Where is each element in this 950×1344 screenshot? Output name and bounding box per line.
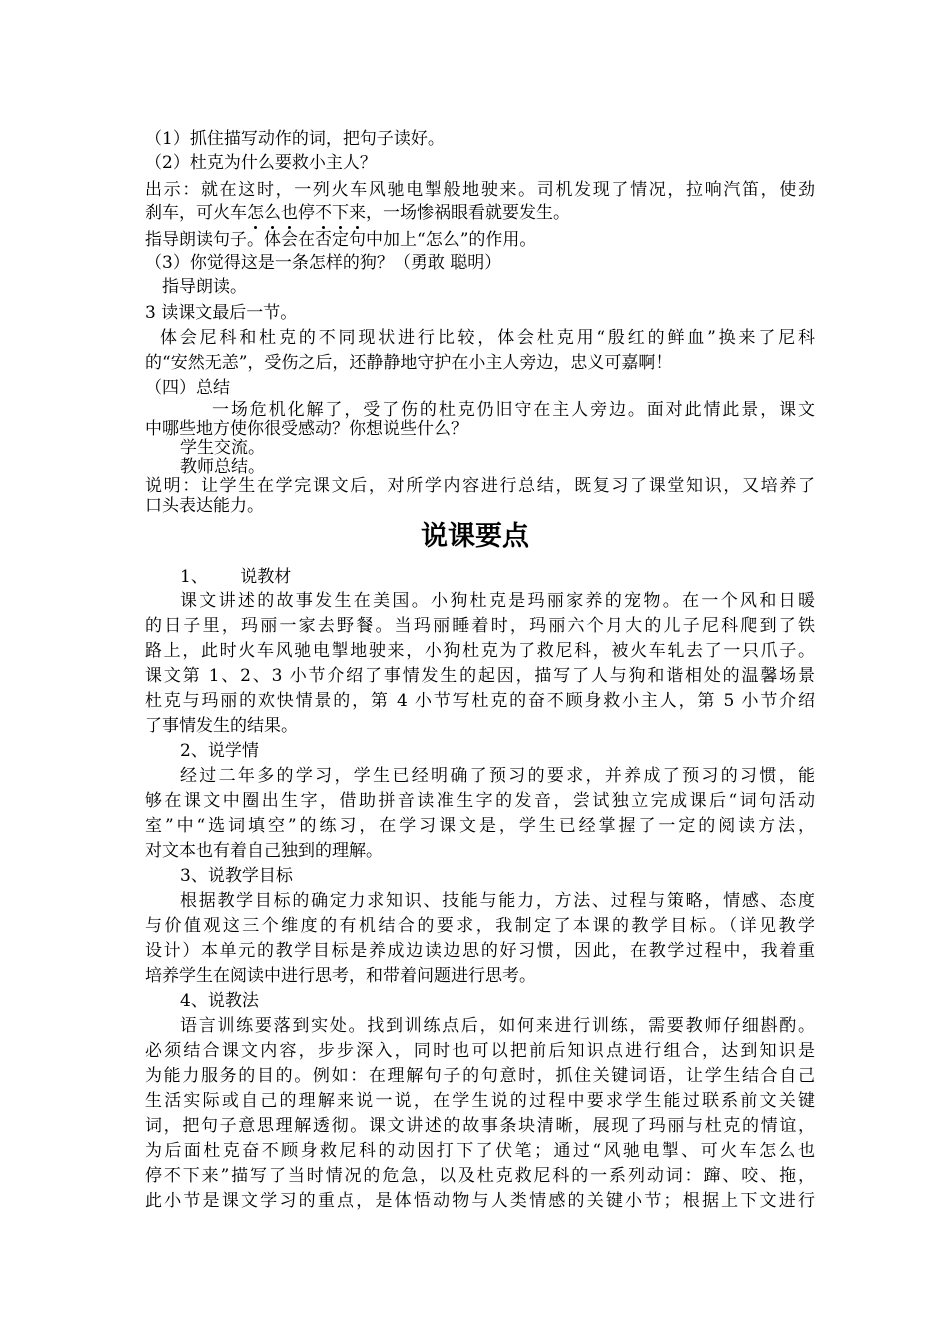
section-heading: 1、 说教材 — [180, 567, 292, 587]
section-heading: 3、说教学目标 — [180, 866, 293, 886]
emphasis-char: 怎 — [247, 203, 264, 223]
note-line: 说明：让学生在学完课文后，对所学内容进行总结，既复习了课堂知识，又培养了 — [145, 476, 815, 496]
section-heading: 2、说学情 — [180, 741, 259, 761]
lesson-line: 指导朗读句子。体会在否定句中加上“怎么”的作用。 — [145, 230, 537, 250]
emphasis-char: 下 — [332, 203, 349, 223]
lesson-line: 教师总结。 — [180, 457, 265, 477]
paragraph-line: 够在课文中圈出生字，借助拼音读准生字的发音，尝试独立完成课后“词句活动 — [145, 791, 815, 811]
emphasis-char: 也 — [281, 203, 298, 223]
lesson-line: 学生交流。 — [180, 438, 265, 458]
paragraph-line: 根据教学目标的确定力求知识、技能与能力，方法、过程与策略，情感、态度 — [180, 891, 815, 911]
lesson-line-emphasis — [145, 202, 815, 224]
section-heading: 4、说教法 — [180, 991, 259, 1011]
paragraph-line: 室”中“选词填空”的练习，在学习课文是，学生已经掌握了一定的阅读方法， — [145, 816, 815, 836]
paragraph-line: 对文本也有着自己独到的理解。 — [145, 841, 383, 861]
paragraph-line: 了事情发生的结果。 — [145, 716, 298, 736]
paragraph-line: 培养学生在阅读中进行思考，和带着问题进行思考。 — [145, 966, 536, 986]
lesson-line: 3 读课文最后一节。 — [145, 303, 298, 323]
paragraph-line: 课文讲述的故事发生在美国。小狗杜克是玛丽家养的宠物。在一个风和日暖 — [180, 591, 815, 611]
paragraph-line: 的日子里，玛丽一家去野餐。当玛丽睡着时，玛丽六个月大的儿子尼科爬到了铁 — [145, 616, 815, 636]
paragraph-line: 词，把句子意思理解透彻。课文讲述的故事条块清晰，展现了玛丽与杜克的情谊， — [145, 1116, 815, 1136]
paragraph-line: 与价值观这三个维度的有机结合的要求，我制定了本课的教学目标。（详见教学 — [145, 916, 815, 936]
paragraph-line: 经过二年多的学习，学生已经明确了预习的要求，并养成了预习的习惯，能 — [180, 766, 815, 786]
paragraph-line: 路上，此时火车风驰电掣地驶来，小狗杜克为了救尼科，被火车轧去了一只爪子。 — [145, 641, 815, 661]
lesson-line: 中哪些地方使你很受感动？你想说些什么？ — [145, 419, 468, 439]
paragraph-line: 语言训练要落到实处。找到训练点后，如何来进行训练，需要教师仔细斟酌。 — [180, 1016, 815, 1036]
lesson-line: （2）杜克为什么要救小主人？ — [145, 153, 377, 173]
emphasis-char: 么 — [264, 203, 281, 223]
emphasis-char: 来 — [349, 203, 366, 223]
lesson-line: （1）抓住描写动作的词，把句子读好。 — [145, 129, 445, 149]
lesson-line: （3）你觉得这是一条怎样的狗？（勇敢 聪明） — [145, 253, 502, 273]
paragraph-line: 必须结合课文内容，步步深入，同时也可以把前后知识点进行组合，达到知识是 — [145, 1041, 815, 1061]
text-fragment: 停 — [298, 203, 315, 223]
section-title: 说课要点 — [421, 521, 529, 552]
paragraph-line: 生活实际或自己的理解来说一说，在学生说的过程中要求学生能过联系前文关键 — [145, 1091, 815, 1111]
paragraph-line: 为能力服务的目的。例如：在理解句子的句意时，抓住关键词语，让学生结合自己 — [145, 1066, 815, 1086]
paragraph-line: 设计）本单元的教学目标是养成边读边思的好习惯，因此，在教学过程中，我着重 — [145, 941, 815, 961]
lesson-line: 出示：就在这时，一列火车风驰电掣般地驶来。司机发现了情况，拉响汽笛，使劲 — [145, 180, 815, 200]
note-line: 口头表达能力。 — [145, 496, 264, 516]
emphasis-char: 不 — [315, 203, 332, 223]
paragraph-line: 课文第 1、2、3 小节介绍了事情发生的起因，描写了人与狗和谐相处的温馨场景 — [145, 666, 815, 686]
text-fragment: ，一场惨祸眼看就要发生。 — [366, 203, 570, 223]
lesson-line: 指导朗读。 — [162, 277, 247, 297]
paragraph-line: 停不下来”描写了当时情况的危急，以及杜克救尼科的一系列动词：蹿、咬、拖， — [145, 1166, 815, 1186]
lesson-line: 体会尼科和杜克的不同现状进行比较，体会杜克用“殷红的鲜血”换来了尼科 — [160, 328, 815, 348]
lesson-line: 一场危机化解了，受了伤的杜克仍旧守在主人旁边。面对此情此景，课文 — [212, 400, 815, 420]
lesson-line: 的“安然无恙”，受伤之后，还静静地守护在小主人旁边，忠义可嘉啊！ — [145, 353, 673, 373]
lesson-line: （四）总结 — [145, 378, 230, 398]
text-fragment: 刹车，可火车 — [145, 203, 247, 223]
paragraph-line: 杜克与玛丽的欢快情景的，第 4 小节写杜克的奋不顾身救小主人，第 5 小节介绍 — [145, 691, 815, 711]
paragraph-line: 此小节是课文学习的重点，是体悟动物与人类情感的关键小节；根据上下文进行 — [145, 1191, 815, 1211]
paragraph-line: 为后面杜克奋不顾身救尼科的动因打下了伏笔；通过“风驰电掣、可火车怎么也 — [145, 1141, 815, 1161]
